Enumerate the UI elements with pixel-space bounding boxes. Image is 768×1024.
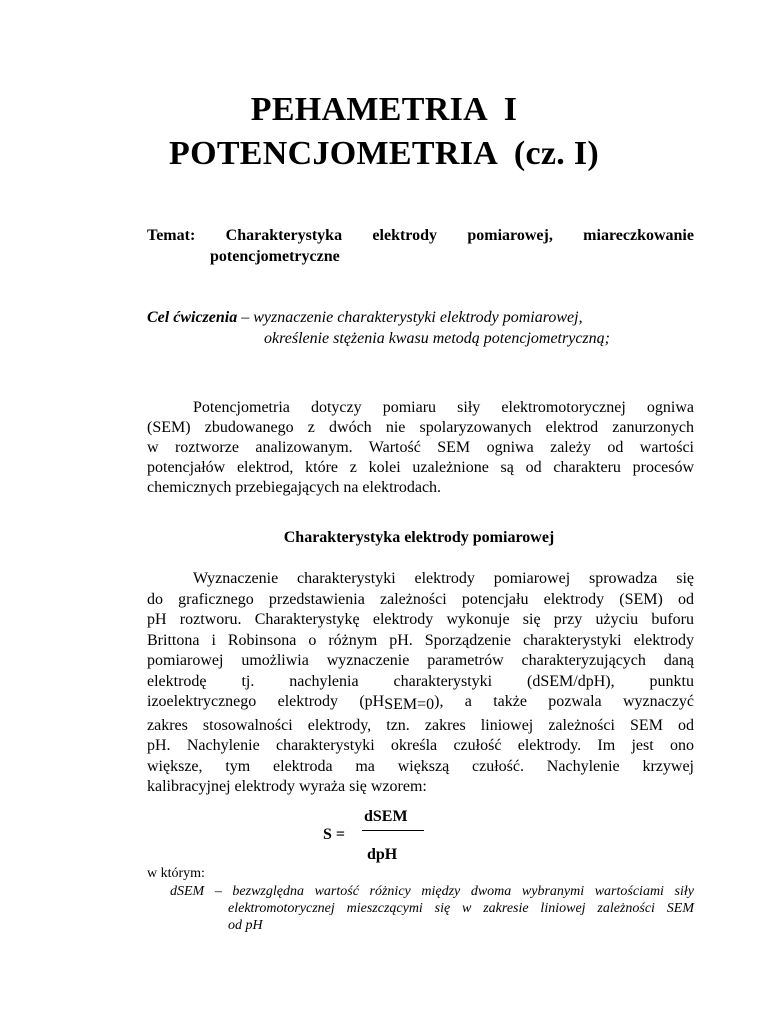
goal-line-1 — [147, 307, 707, 328]
topic-line-2: potencjometryczne — [210, 248, 340, 265]
definition-line: od pH — [228, 918, 263, 933]
topic-word: pomiarowej, — [467, 227, 553, 244]
paragraph-line: Brittona i Robinsona o różnym pH. Sporządzenie charakterystyki elektrody — [147, 631, 694, 649]
topic-word: miareczkowanie — [583, 227, 694, 244]
paragraph-line: Potencjometria dotyczy pomiaru siły elektromotorycznej ogniwa — [193, 399, 694, 416]
paragraph-line: kalibracyjnej elektrody wyraża się wzorem: — [147, 778, 427, 795]
formula-denominator: dpH — [367, 846, 398, 863]
paragraph-line: większe, tym elektroda ma większą czułość. Nachylenie krzywej — [147, 757, 694, 775]
topic-label: Temat: — [147, 227, 196, 244]
paragraph-line: pH roztworu. Charakterystykę elektrody wykonuje się przy użyciu buforu — [147, 611, 694, 628]
slope-formula — [320, 806, 440, 866]
paragraph-line: w roztworze analizowanym. Wartość SEM ogniwa zależy od wartości — [147, 439, 694, 456]
goal-line-2: określenie stężenia kwasu metodą potencjometryczną; — [264, 330, 610, 347]
section-paragraph — [147, 569, 694, 798]
page-title — [0, 88, 768, 176]
paragraph-line: zakres stosowalności elektrody, tzn. zakres liniowej zależności SEM od — [147, 716, 694, 734]
paragraph-line: potencjałów elektrod, które z kolei uzależnione są od charakteru procesów — [147, 459, 694, 476]
definitions-intro: w którym: — [147, 866, 205, 881]
goal-block — [147, 307, 707, 349]
line-text: izoelektrycznego elektrody (pH — [147, 693, 385, 710]
paragraph-line: pomiarowej umożliwia wyznaczenie parametrów charakteryzujących daną — [147, 652, 694, 669]
paragraph-line: (SEM) zbudowanego z dwóch nie spolaryzowanych elektrod zanurzonych — [147, 419, 694, 436]
formula-lhs: S = — [323, 826, 346, 843]
paragraph-line: Wyznaczenie charakterystyki elektrody pomiarowej sprowadza się — [193, 570, 694, 587]
topic-line-1 — [147, 225, 694, 246]
definition-line: dSEM – bezwzględna wartość różnicy między dwoma wybranymi wartościami siły — [170, 884, 694, 899]
paragraph-line: elektrodę tj. nachylenia charakterystyki (dSEM/dpH), punktu — [147, 672, 694, 690]
section-heading: Charakterystyka elektrody pomiarowej — [283, 529, 555, 546]
paragraph-line: pH. Nachylenie charakterystyki określa czułość elektrody. Im jest ono — [147, 737, 694, 754]
topic-word: Charakterystyka — [225, 227, 343, 244]
definitions-block — [170, 883, 694, 934]
subscript-sem0: SEM=0 — [384, 696, 435, 713]
goal-label: Cel ćwiczenia — [147, 309, 238, 326]
paragraph-line: chemicznych przebiegających na elektrodach. — [147, 479, 442, 496]
topic-word: elektrody — [372, 227, 438, 244]
formula-numerator: dSEM — [364, 808, 408, 825]
topic-block — [147, 225, 694, 267]
title-line-2: POTENCJOMETRIA (cz. I) — [169, 135, 599, 172]
definition-line: elektromotorycznej mieszczącymi się w zakresie liniowej zależności SEM — [228, 901, 694, 916]
intro-paragraph — [147, 398, 694, 498]
paragraph-line: do graficznego przedstawienia zależności potencjału elektrody (SEM) od — [147, 590, 694, 608]
paragraph-line-subscript — [147, 692, 694, 713]
line-text: ), a także pozwala wyznaczyć — [434, 693, 695, 710]
goal-line-1-text: – wyznaczenie charakterystyki elektrody pomiarowej, — [237, 309, 583, 326]
title-line-1: PEHAMETRIA I — [250, 91, 518, 128]
fraction-bar — [362, 830, 424, 831]
